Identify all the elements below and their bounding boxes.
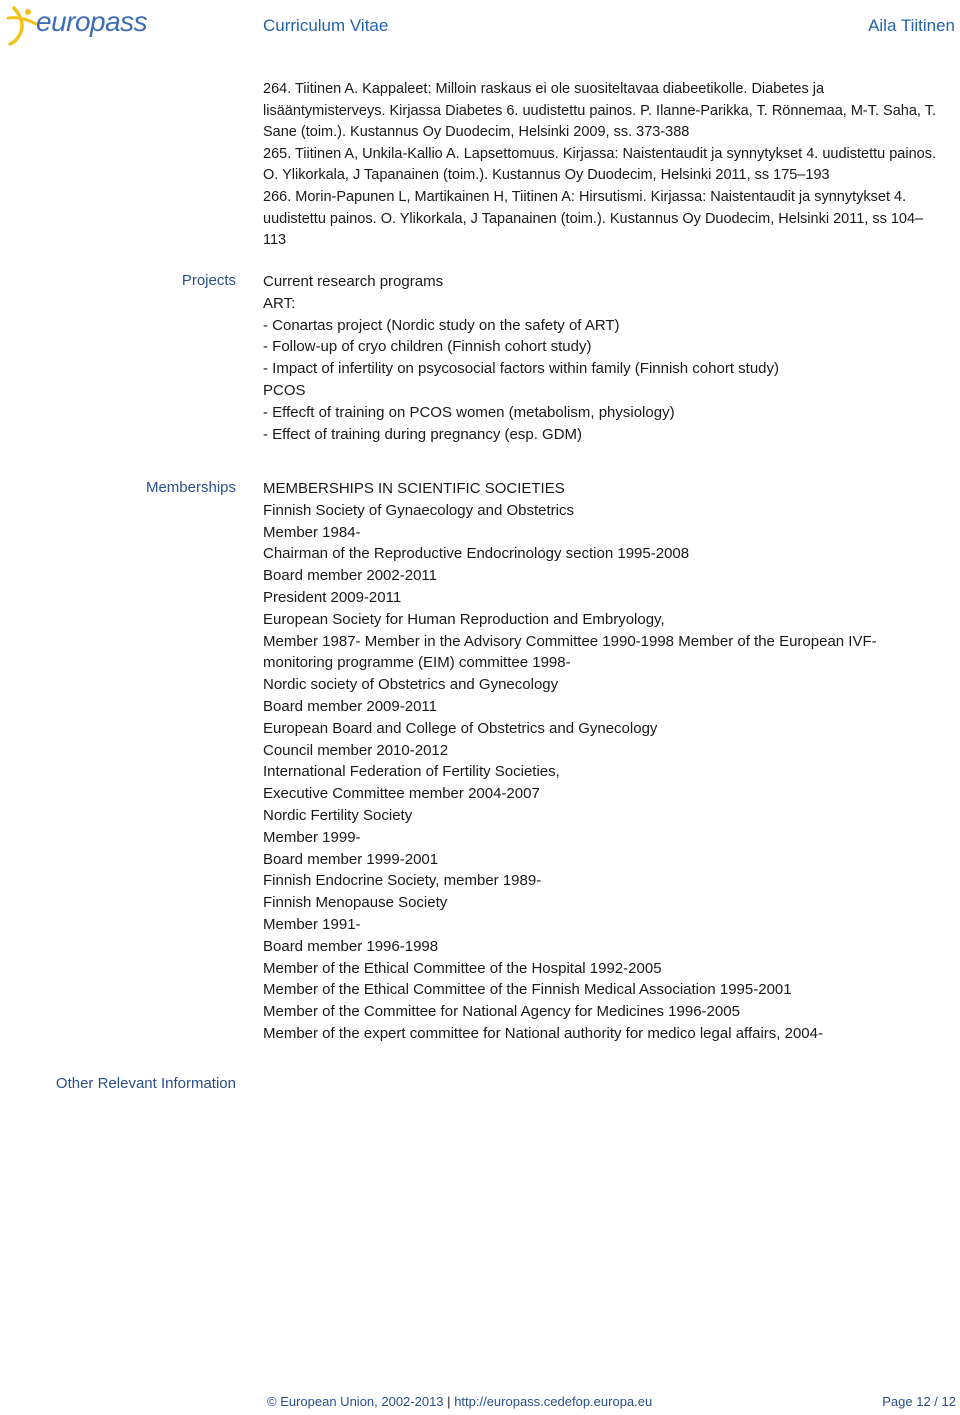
memberships-section (263, 478, 913, 1045)
projects-line: - Follow-up of cryo children (Finnish cohort study) (263, 338, 592, 356)
membership-line: Member 1984- (263, 523, 361, 541)
membership-line: European Board and College of Obstetrics and Gynecology (263, 719, 658, 737)
page-number: Page 12 / 12 (882, 1394, 956, 1409)
footer-separator: | (447, 1394, 451, 1409)
membership-line: Nordic Fertility Society (263, 806, 413, 824)
projects-line: - Effecft of training on PCOS women (metabolism, physiology) (263, 403, 675, 421)
membership-line: Executive Committee member 2004-2007 (263, 785, 540, 803)
membership-line: Finnish Society of Gynaecology and Obstetrics (263, 501, 574, 519)
footer-link[interactable]: http://europass.cedefop.europa.eu (454, 1394, 653, 1409)
membership-line: International Federation of Fertility Societies, (263, 763, 560, 781)
projects-line: Current research programs (263, 273, 444, 290)
projects-line: PCOS (263, 381, 306, 399)
publication-item: 264. Tiitinen A. Kappaleet: Milloin raskaus ei ole suositeltavaa diabeetikolle. Diabetes ja lisääntymisterveys. Kirjassa Diabetes 6. uudistettu painos. P. Ilanne-Parikka, T. Rönnemaa, M-T. Saha, T. Sane (toim.). Kustannus Oy Duodecim, Helsinki 2009, ss. 373-388 (263, 81, 936, 141)
membership-line: Member of the expert committee for National authority for medico legal affairs, 2004- (263, 1024, 823, 1042)
membership-line: Nordic society of Obstetrics and Gynecology (263, 676, 559, 694)
membership-line: Member of the Committee for National Agency for Medicines 1996-2005 (263, 1003, 740, 1021)
projects-section (263, 271, 943, 445)
publication-item: 265. Tiitinen A, Unkila-Kallio A. Lapsettomuus. Kirjassa: Naistentaudit ja synnytykset 4. uudistettu painos. O. Ylikorkala, J Tapanainen (toim.). Kustannus Oy Duodecim, Helsinki 2011, ss 175–193 (263, 145, 937, 184)
membership-line: Council member 2010-2012 (263, 741, 449, 759)
membership-line: MEMBERSHIPS IN SCIENTIFIC SOCIETIES (263, 480, 565, 497)
membership-line: Member of the Ethical Committee of the Finnish Medical Association 1995-2001 (263, 981, 792, 999)
membership-line: Member 1987- Member in the Advisory Committee 1990-1998 Member of the European IVF-monitoring programme (EIM) committee 1998- (263, 632, 877, 672)
footer-credits (267, 1394, 652, 1409)
membership-line: Board member 2009-2011 (263, 697, 437, 715)
page-footer (0, 1394, 960, 1412)
membership-line: Member of the Ethical Committee of the Hospital 1992-2005 (263, 959, 662, 977)
section-label-other-information: Other Relevant Information (55, 1075, 236, 1092)
membership-line: President 2009-2011 (263, 588, 402, 606)
membership-line: Finnish Menopause Society (263, 894, 448, 912)
europass-logo[interactable] (6, 4, 151, 44)
publication-list (263, 79, 943, 252)
membership-line: European Society for Human Reproduction and Embryology, (263, 610, 665, 628)
membership-line: Board member 1996-1998 (263, 937, 439, 955)
membership-line: Board member 1999-2001 (263, 850, 439, 868)
section-label-memberships: Memberships (145, 479, 236, 496)
footer-copyright: © European Union, 2002-2013 (267, 1394, 444, 1409)
page-header (0, 0, 960, 50)
membership-line: Finnish Endocrine Society, member 1989- (263, 872, 542, 890)
publication-item: 266. Morin-Papunen L, Martikainen H, Tiitinen A: Hirsutismi. Kirjassa: Naistentaudit ja synnytykset 4. uudistettu painos. O. Ylikorkala, J Tapanainen (toim.). Kustannus Oy Duodecim, Helsinki 2011, ss 104–113 (263, 188, 924, 249)
membership-line: Board member 2002-2011 (263, 567, 437, 585)
section-label-projects: Projects (181, 272, 236, 289)
logo-text: europass (36, 6, 148, 37)
projects-line: - Effect of training during pregnancy (esp. GDM) (263, 425, 583, 443)
projects-line: ART: (263, 294, 296, 312)
projects-line: - Conartas project (Nordic study on the safety of ART) (263, 316, 620, 334)
membership-line: Member 1999- (263, 828, 361, 846)
membership-line: Chairman of the Reproductive Endocrinology section 1995-2008 (263, 545, 690, 563)
membership-line: Member 1991- (263, 915, 361, 933)
projects-line: - Impact of infertility on psycosocial factors within family (Finnish cohort study) (263, 360, 780, 378)
document-title: Curriculum Vitae (263, 16, 389, 35)
person-name: Aila Tiitinen (868, 16, 955, 35)
